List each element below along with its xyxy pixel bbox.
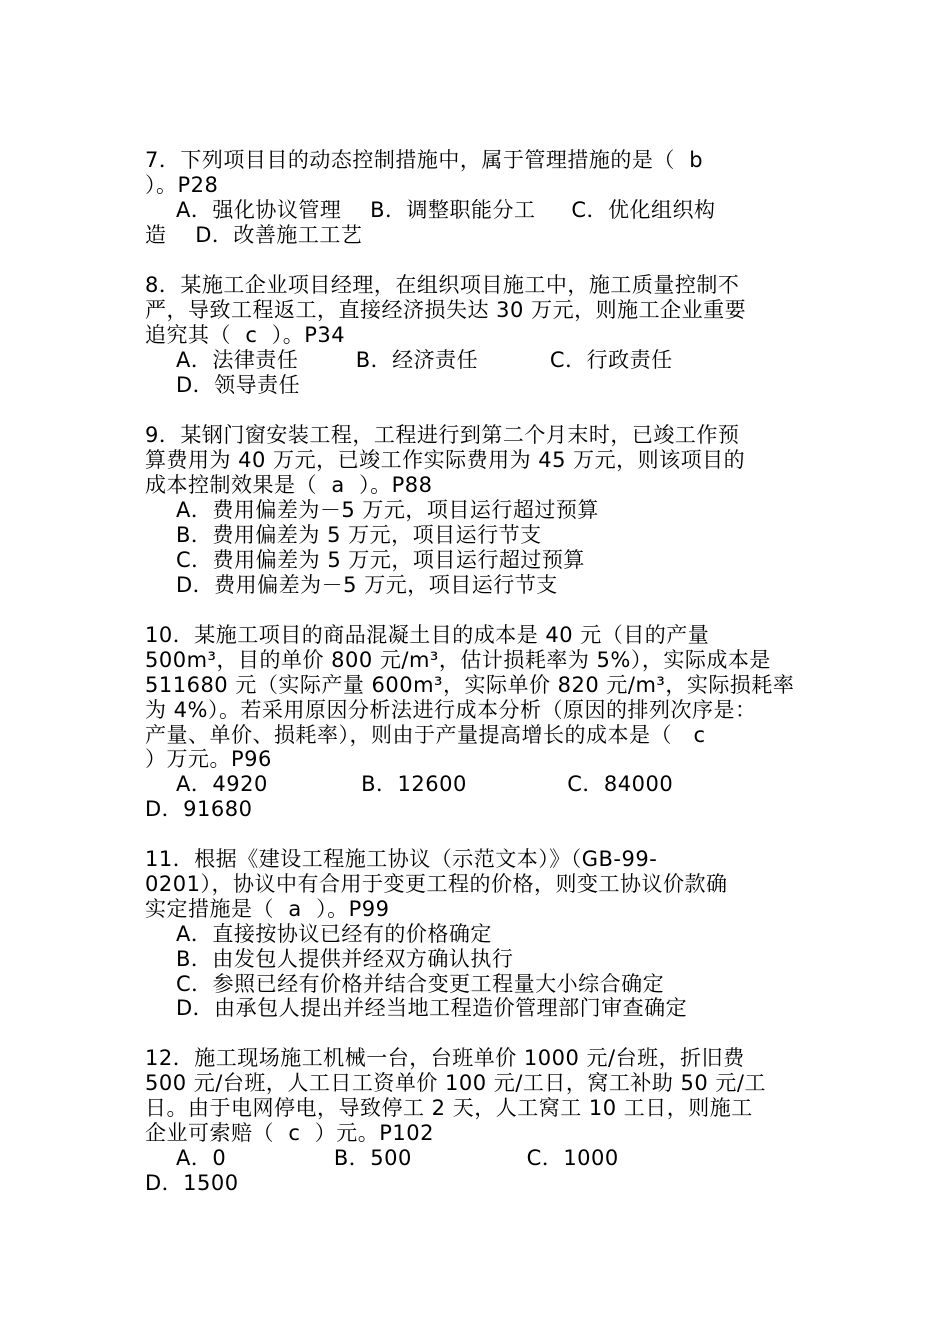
question-text-line: 企业可索赔（ c ）元。P102 <box>145 1121 434 1145</box>
question-text-line: 511680 元（实际产量 600m³，实际单价 820 元/m³，实际损耗率 <box>145 673 795 697</box>
question-text-line: 实定措施是（ a ）。P99 <box>145 897 390 921</box>
question-text-line: 12．施工现场施工机械一台，台班单价 1000 元/台班，折旧费 <box>145 1046 745 1070</box>
answer-options-line: A．0 B．500 C．1000 <box>176 1146 619 1170</box>
question-text-line: 日。由于电网停电，导致停工 2 天，人工窝工 10 工日，则施工 <box>145 1096 753 1120</box>
question-text-line: 成本控制效果是（ a ）。P88 <box>145 473 433 497</box>
question-text-line: 11．根据《建设工程施工协议（示范文本）》（GB-99- <box>145 847 658 871</box>
question-text-line: ）。P28 <box>145 173 219 197</box>
answer-options-line: A．4920 B．12600 C．84000 <box>176 772 674 796</box>
question-text-line: 7．下列项目目的动态控制措施中，属于管理措施的是（ b <box>145 148 704 172</box>
answer-option-c: C．费用偏差为 5 万元，项目运行超过预算 <box>176 548 585 572</box>
answer-options-line: A．强化协议管理 B．调整职能分工 C．优化组织构 <box>176 198 716 222</box>
question-text-line: 产量、单价、损耗率），则由于产量提高增长的成本是（ c <box>145 723 706 747</box>
answer-options-line: D．领导责任 <box>176 373 301 397</box>
answer-option-d: D．费用偏差为－5 万元，项目运行节支 <box>176 573 558 597</box>
question-text-line: 500 元/台班，人工日工资单价 100 元/工日，窝工补助 50 元/工 <box>145 1071 766 1095</box>
question-text-line: 0201），协议中有合用于变更工程的价格，则变工协议价款确 <box>145 872 728 896</box>
question-text-line: 8．某施工企业项目经理，在组织项目施工中，施工质量控制不 <box>145 273 740 297</box>
answer-option-c: C．参照已经有价格并结合变更工程量大小综合确定 <box>176 972 665 996</box>
question-text-line: 为 4%）。若采用原因分析法进行成本分析（原因的排列次序是： <box>145 698 757 722</box>
answer-option-a: A．费用偏差为－5 万元，项目运行超过预算 <box>176 498 599 522</box>
answer-option-b: B．费用偏差为 5 万元，项目运行节支 <box>176 523 542 547</box>
question-text-line: 500m³，目的单价 800 元/m³，估计损耗率为 5%），实际成本是 <box>145 648 771 672</box>
question-text-line: 10．某施工项目的商品混凝土目的成本是 40 元（目的产量 <box>145 623 710 647</box>
question-text-line: 严，导致工程返工，直接经济损失达 30 万元，则施工企业重要 <box>145 298 747 322</box>
answer-options-line: A．法律责任 B．经济责任 C．行政责任 <box>176 348 673 372</box>
answer-options-line: D．1500 <box>145 1171 239 1195</box>
answer-option-d: D．由承包人提出并经当地工程造价管理部门审查确定 <box>176 996 688 1020</box>
answer-options-line: 造 D．改善施工工艺 <box>145 223 363 247</box>
question-text-line: ）万元。P96 <box>145 747 272 771</box>
question-text-line: 算费用为 40 万元，已竣工作实际费用为 45 万元，则该项目的 <box>145 448 746 472</box>
question-text-line: 9．某钢门窗安装工程，工程进行到第二个月末时，已竣工作预 <box>145 423 740 447</box>
answer-options-line: D．91680 <box>145 797 253 821</box>
question-text-line: 追究其（ c ）。P34 <box>145 323 346 347</box>
answer-option-b: B．由发包人提供并经双方确认执行 <box>176 947 514 971</box>
answer-option-a: A．直接按协议已经有的价格确定 <box>176 922 492 946</box>
